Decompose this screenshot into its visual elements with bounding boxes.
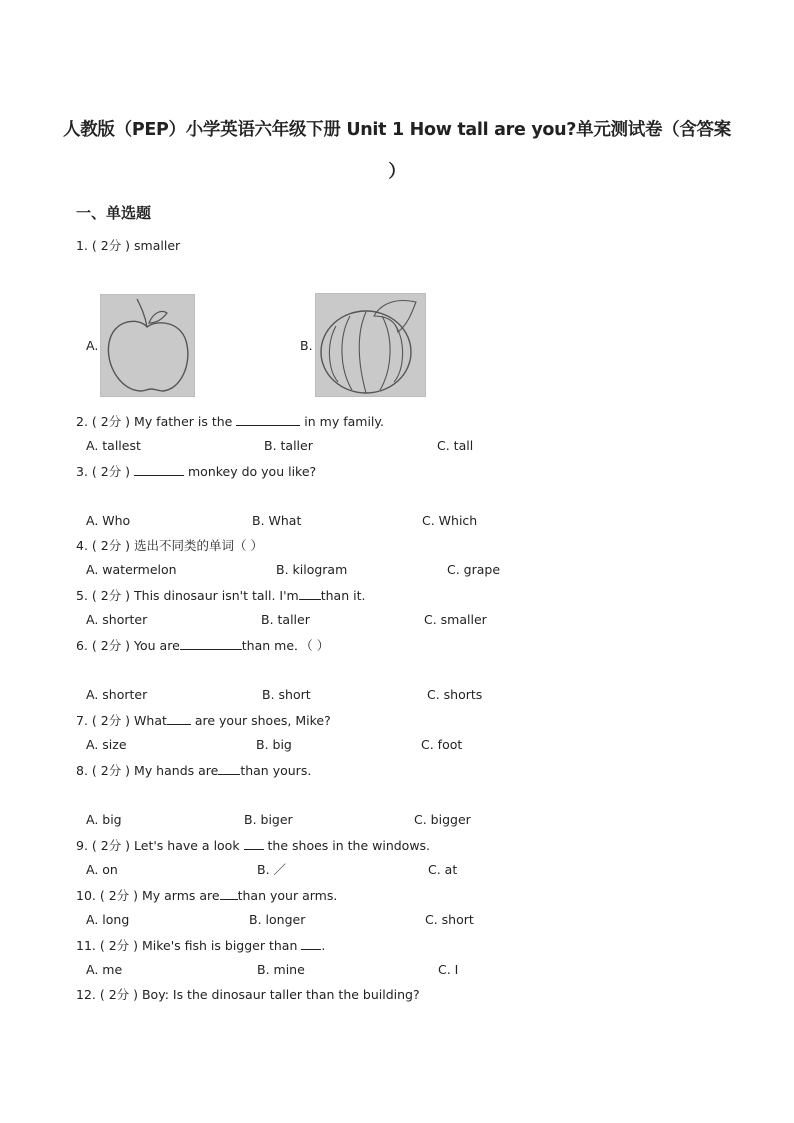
q7-option-c[interactable]: C. foot [421,737,463,752]
q10-option-a[interactable]: A. long [86,912,130,927]
title-text: 人教版（PEP）小学英语六年级下册 Unit 1 How tall are you?单元测试卷（含答案 [63,120,731,140]
q7-option-b[interactable]: B. big [256,737,292,752]
q4-option-a[interactable]: A. watermelon [86,562,177,577]
answer-blank[interactable] [134,463,184,476]
question-9: 9. ( 2分 ) Let's have a look the shoes in the windows. [76,838,431,853]
question-1: 1. ( 2分 ) smaller [76,238,181,253]
answer-blank[interactable] [220,887,238,900]
question-11: 11. ( 2分 ) Mike's fish is bigger than . [76,938,326,953]
question-2: 2. ( 2分 ) My father is the in my family. [76,414,384,429]
q9-option-a[interactable]: A. on [86,862,118,877]
q4-option-c[interactable]: C. grape [447,562,501,577]
title-continuation: ） [388,162,406,182]
answer-blank[interactable] [301,937,321,950]
question-6: 6. ( 2分 ) You are than me．（ ） [76,638,330,653]
watermelon-drawing [316,294,425,396]
q11-option-c[interactable]: C. I [438,962,459,977]
question-5: 5. ( 2分 ) This dinosaur isn't tall. I'm than it. [76,588,366,603]
question-12: 12. ( 2分 ) Boy: Is the dinosaur taller than the building? [76,987,420,1002]
answer-blank[interactable] [244,837,264,850]
q5-option-b[interactable]: B. taller [261,612,310,627]
q9-option-c[interactable]: C. at [428,862,458,877]
answer-blank[interactable] [236,413,300,426]
q5-option-c[interactable]: C. smaller [424,612,487,627]
q9-option-b[interactable]: B. ／ [257,862,287,877]
q10-option-b[interactable]: B. longer [249,912,306,927]
section-heading: 一、单选题 [76,204,152,222]
q3-option-a[interactable]: A. Who [86,513,131,528]
q5-option-a[interactable]: A. shorter [86,612,148,627]
q4-option-b[interactable]: B. kilogram [276,562,348,577]
q11-option-b[interactable]: B. mine [257,962,305,977]
watermelon-picture[interactable] [315,293,426,397]
q7-option-a[interactable]: A. size [86,737,127,752]
answer-blank[interactable] [299,587,321,600]
question-4: 4. ( 2分 ) 选出不同类的单词（ ） [76,538,264,553]
apple-picture[interactable] [100,294,195,397]
q11-option-a[interactable]: A. me [86,962,123,977]
q8-option-b[interactable]: B. biger [244,812,293,827]
q8-option-a[interactable]: A. big [86,812,122,827]
q3-option-b[interactable]: B. What [252,513,302,528]
apple-drawing [101,295,194,396]
q2-option-c[interactable]: C. tall [437,438,474,453]
q6-option-a[interactable]: A. shorter [86,687,148,702]
q10-option-c[interactable]: C. short [425,912,474,927]
option-a-label[interactable]: A. [86,338,99,353]
answer-blank[interactable] [180,637,242,650]
option-b-label[interactable]: B. [300,338,313,353]
q6-option-c[interactable]: C. shorts [427,687,483,702]
q6-option-b[interactable]: B. short [262,687,311,702]
question-8: 8. ( 2分 ) My hands are than yours. [76,763,312,778]
q2-option-a[interactable]: A. tallest [86,438,141,453]
answer-blank[interactable] [167,712,191,725]
question-10: 10. ( 2分 ) My arms are than your arms. [76,888,338,903]
q8-option-c[interactable]: C. bigger [414,812,471,827]
q2-option-b[interactable]: B. taller [264,438,313,453]
document-title [60,116,734,186]
question-7: 7. ( 2分 ) What are your shoes, Mike? [76,713,331,728]
q3-option-c[interactable]: C. Which [422,513,478,528]
answer-blank[interactable] [218,762,240,775]
question-3: 3. ( 2分 ) monkey do you like? [76,464,317,479]
